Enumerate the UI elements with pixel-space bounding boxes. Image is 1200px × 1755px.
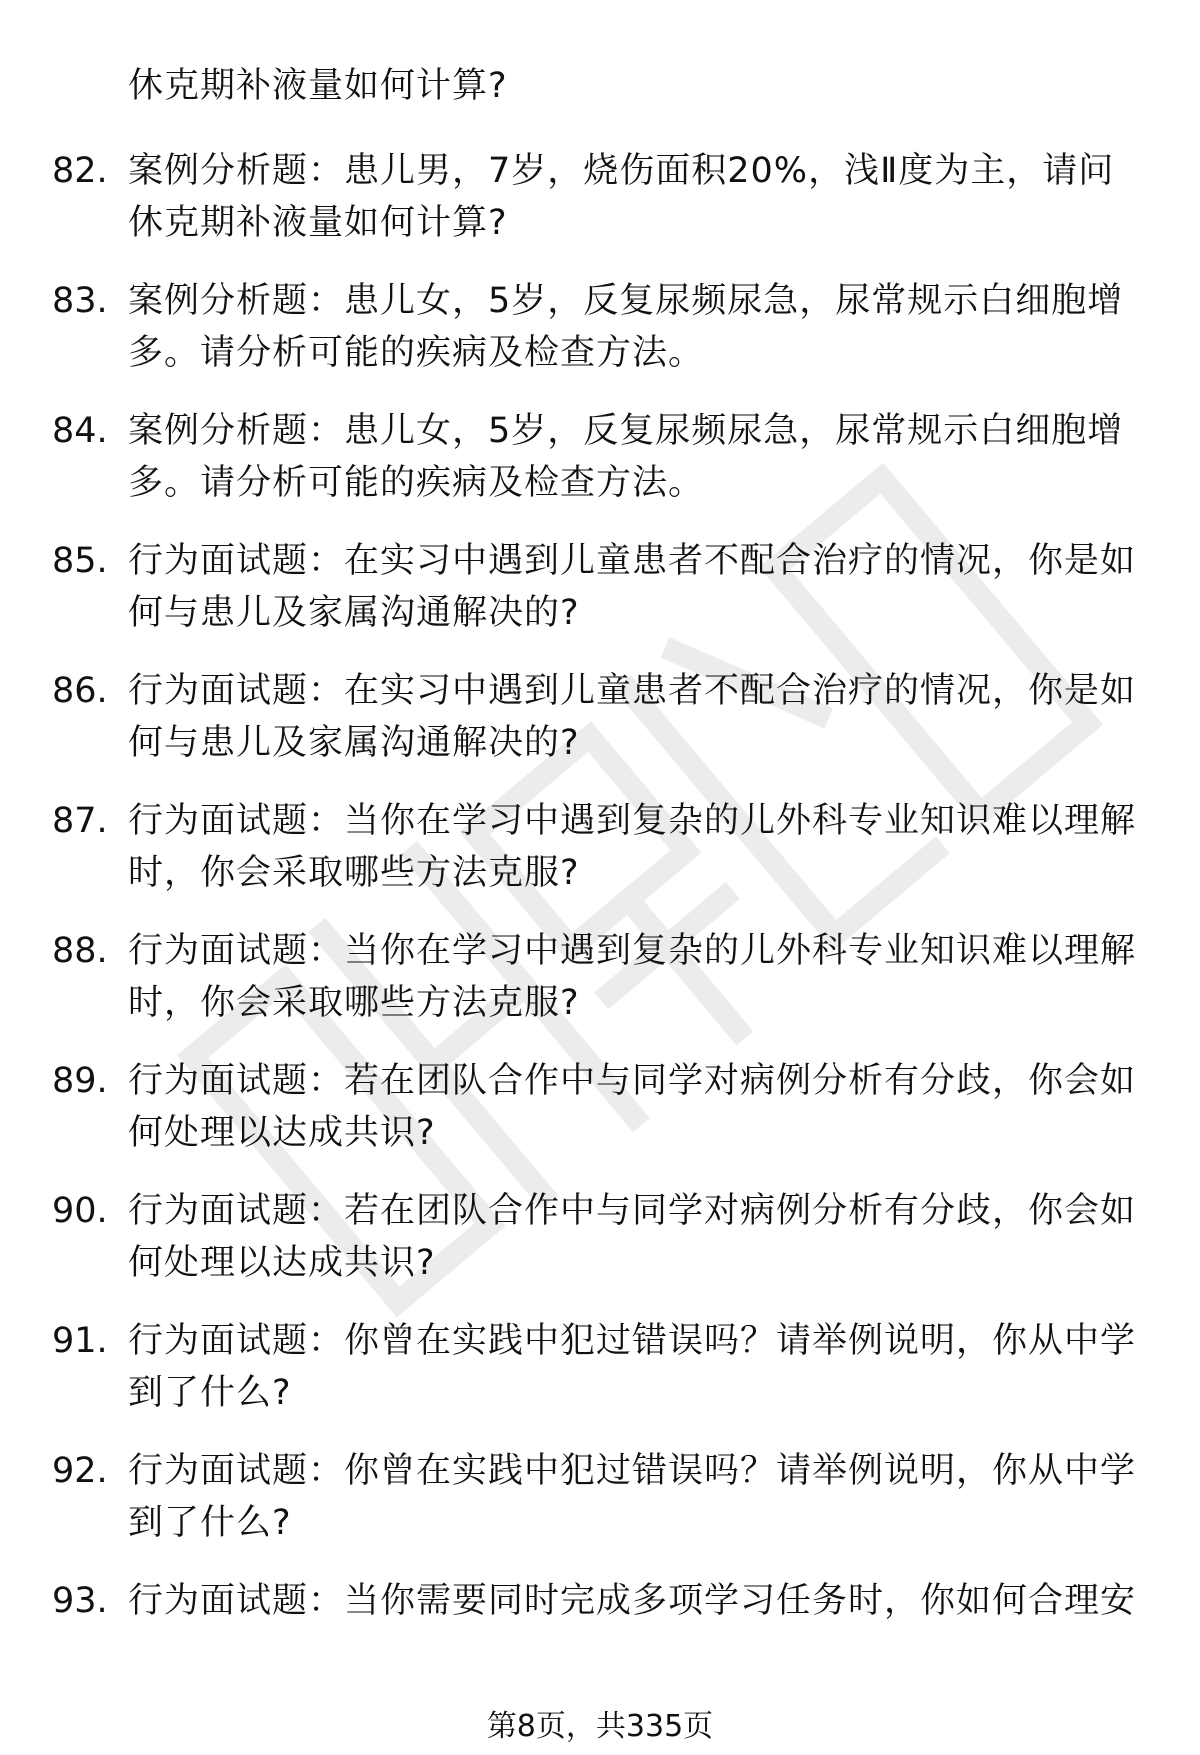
question-text: 行为面试题：当你在学习中遇到复杂的儿外科专业知识难以理解时，你会采取哪些方法克服? <box>128 931 1137 1023</box>
list-item <box>0 1055 1200 1185</box>
list-item <box>0 1185 1200 1315</box>
question-text: 行为面试题：若在团队合作中与同学对病例分析有分歧，你会如何处理以达成共识? <box>128 1061 1137 1153</box>
question-number: 91. <box>52 1321 108 1361</box>
list-item <box>0 1315 1200 1445</box>
list-item <box>0 535 1200 665</box>
question-number: 85. <box>52 541 108 581</box>
question-text: 案例分析题：患儿男，7岁，烧伤面积20%，浅Ⅱ度为主，请问休克期补液量如何计算? <box>128 151 1115 243</box>
list-item <box>0 1445 1200 1575</box>
list-item <box>0 795 1200 925</box>
list-item <box>0 275 1200 405</box>
list-item <box>0 1575 1200 1705</box>
question-number: 93. <box>52 1581 108 1621</box>
question-number: 90. <box>52 1191 108 1231</box>
question-number: 88. <box>52 931 108 971</box>
question-text: 案例分析题：患儿女，5岁，反复尿频尿急，尿常规示白细胞增多。请分析可能的疾病及检查方法。 <box>128 281 1124 373</box>
question-list <box>0 145 1200 1705</box>
question-text: 案例分析题：患儿女，5岁，反复尿频尿急，尿常规示白细胞增多。请分析可能的疾病及检查方法。 <box>128 411 1124 503</box>
question-text: 行为面试题：若在团队合作中与同学对病例分析有分歧，你会如何处理以达成共识? <box>128 1191 1137 1283</box>
question-number: 84. <box>52 411 108 451</box>
list-item <box>0 145 1200 275</box>
list-item <box>0 925 1200 1055</box>
continued-question-text: 休克期补液量如何计算? <box>128 66 508 106</box>
page-footer: 第8页，共335页 <box>486 1709 714 1744</box>
question-text: 行为面试题：你曾在实践中犯过错误吗？请举例说明，你从中学到了什么? <box>128 1451 1137 1543</box>
list-item <box>0 405 1200 535</box>
question-number: 87. <box>52 801 108 841</box>
question-number: 82. <box>52 151 108 191</box>
question-text: 行为面试题：当你在学习中遇到复杂的儿外科专业知识难以理解时，你会采取哪些方法克服? <box>128 801 1137 893</box>
question-text: 行为面试题：当你需要同时完成多项学习任务时，你如何合理安 <box>128 1581 1137 1621</box>
question-number: 92. <box>52 1451 108 1491</box>
question-number: 86. <box>52 671 108 711</box>
list-item <box>0 665 1200 795</box>
question-number: 89. <box>52 1061 108 1101</box>
question-text: 行为面试题：在实习中遇到儿童患者不配合治疗的情况，你是如何与患儿及家属沟通解决的? <box>128 671 1137 763</box>
question-text: 行为面试题：在实习中遇到儿童患者不配合治疗的情况，你是如何与患儿及家属沟通解决的? <box>128 541 1137 633</box>
question-text: 行为面试题：你曾在实践中犯过错误吗？请举例说明，你从中学到了什么? <box>128 1321 1137 1413</box>
question-number: 83. <box>52 281 108 321</box>
